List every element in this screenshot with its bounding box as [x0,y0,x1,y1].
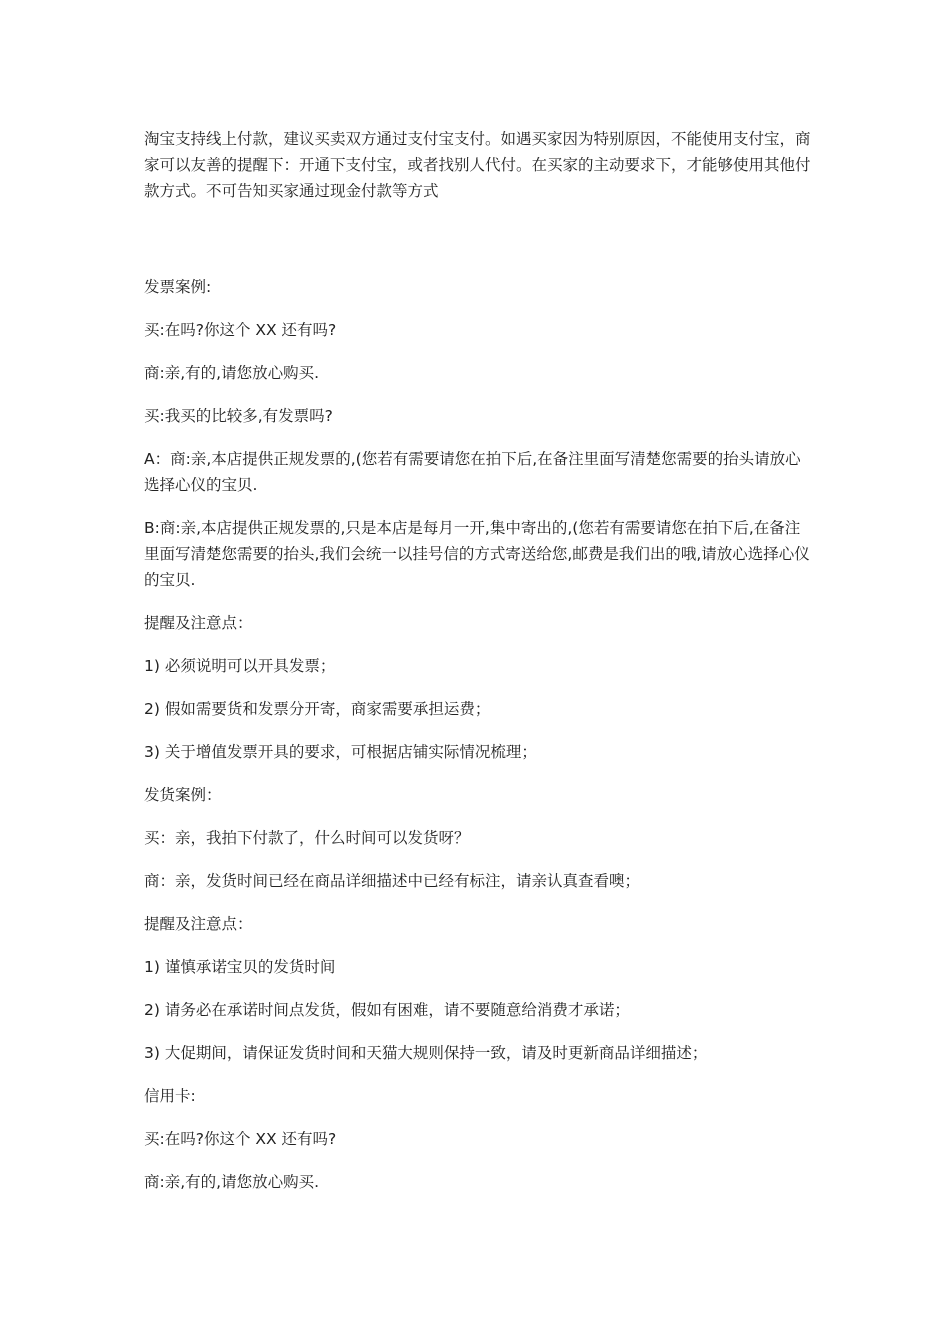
invoice-note: 2) 假如需要货和发票分开寄，商家需要承担运费； [144,700,491,718]
invoice-heading: 发票案例: [144,278,212,296]
shipping-note: 1) 谨慎承诺宝贝的发货时间 [144,958,336,976]
credit-heading: 信用卡: [144,1087,196,1105]
shipping-line: 买：亲，我拍下付款了，什么时间可以发货呀？ [144,829,470,847]
shipping-line: 商：亲，发货时间已经在商品详细描述中已经有标注，请亲认真查看噢； [144,872,641,890]
intro-paragraph: 淘宝支持线上付款，建议买卖双方通过支付宝支付。如遇买家因为特别原因，不能使用支付宝，商家可以友善的提醒下：开通下支付宝，或者找别人代付。在买家的主动要求下，才能够使用其他付款方式。不可告知买家通过现金付款等方式 [144,130,811,200]
invoice-line: 买:在吗?你这个 XX 还有吗? [144,321,337,339]
credit-line: 买:在吗?你这个 XX 还有吗? [144,1130,337,1148]
invoice-line: 商:亲,有的,请您放心购买. [144,364,320,382]
invoice-line: 买:我买的比较多,有发票吗? [144,407,333,425]
invoice-line-option-a: A：商:亲,本店提供正规发票的,(您若有需要请您在拍下后,在备注里面写清楚您需要的抬头请放心选择心仪的宝贝. [144,450,801,494]
shipping-note: 2) 请务必在承诺时间点发货，假如有困难，请不要随意给消费才承诺； [144,1001,630,1019]
credit-dialog [144,1126,814,1195]
shipping-note: 3) 大促期间，请保证发货时间和天猫大规则保持一致，请及时更新商品详细描述； [144,1044,708,1062]
invoice-line-option-b: B:商:亲,本店提供正规发票的,只是本店是每月一开,集中寄出的,(您若有需要请您在拍下后,在备注里面写清楚您需要的抬头,我们会统一以挂号信的方式寄送给您,邮费是我们出的哦,请放心选择心仪的宝贝. [144,519,810,589]
invoice-notes-heading: 提醒及注意点： [144,614,253,632]
invoice-note: 1) 必须说明可以开具发票； [144,657,336,675]
invoice-dialog [144,317,814,593]
invoice-note: 3) 关于增值发票开具的要求，可根据店铺实际情况梳理； [144,743,537,761]
shipping-heading: 发货案例： [144,786,222,804]
credit-line: 商:亲,有的,请您放心购买. [144,1173,320,1191]
shipping-notes-heading: 提醒及注意点： [144,915,253,933]
document-body [144,126,814,1212]
shipping-dialog [144,825,814,894]
